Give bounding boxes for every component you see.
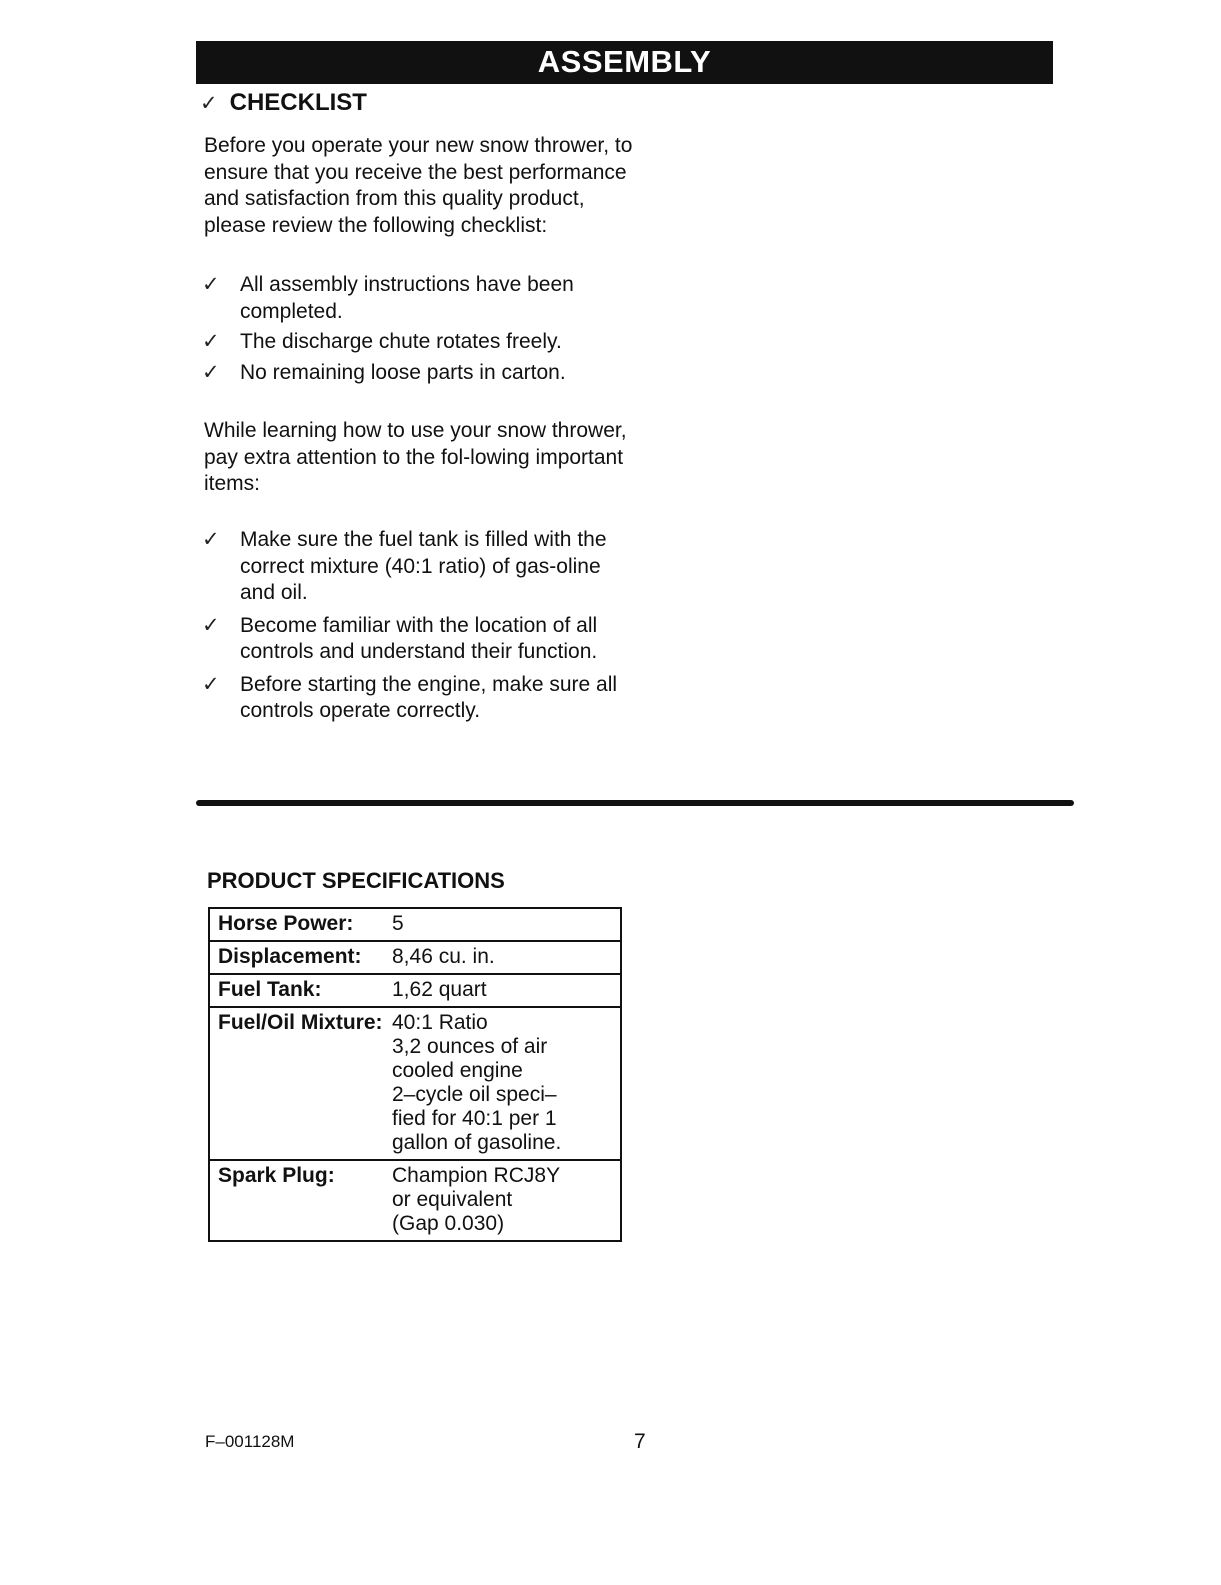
spec-value-line: 5	[392, 912, 404, 935]
spec-value-line: 8,46 cu. in.	[392, 945, 495, 968]
table-row	[209, 908, 621, 941]
list-item-text: All assembly instructions have been completed.	[240, 273, 574, 323]
checklist-items	[200, 272, 630, 386]
spec-value	[388, 974, 621, 1007]
list-item	[200, 360, 630, 387]
spec-value	[388, 941, 621, 974]
page-number: 7	[634, 1430, 646, 1453]
spec-value-line: gallon of gasoline.	[392, 1131, 562, 1154]
spec-value-line: 1,62 quart	[392, 978, 487, 1001]
spec-label: Fuel/Oil Mixture:	[209, 1007, 388, 1160]
section-title: ASSEMBLY	[537, 44, 712, 79]
learning-intro: While learning how to use your snow thrower, pay extra attention to the fol-lowing important items:	[204, 419, 627, 495]
spec-label: Displacement:	[209, 941, 388, 974]
list-item-text: Become familiar with the location of all controls and understand their function.	[240, 613, 598, 663]
list-item	[200, 527, 630, 607]
checkmark-icon: ✓	[202, 273, 220, 296]
spec-label: Spark Plug:	[209, 1160, 388, 1241]
list-item	[200, 672, 630, 725]
list-item	[200, 272, 630, 325]
list-item	[200, 613, 630, 666]
table-row	[209, 941, 621, 974]
spec-value-line: (Gap 0.030)	[392, 1212, 505, 1235]
checkmark-icon: ✓	[202, 613, 220, 637]
checkmark-icon: ✓	[202, 528, 220, 551]
checkmark-icon: ✓	[202, 360, 220, 384]
list-item-text: Before starting the engine, make sure all controls operate correctly.	[240, 672, 618, 722]
spec-label: Horse Power:	[209, 908, 388, 941]
learning-items	[200, 527, 630, 725]
list-item-text: Make sure the fuel tank is filled with the correct mixture (40:1 ratio) of gas-oline and oil.	[240, 528, 607, 604]
section-divider	[196, 800, 1074, 806]
checkmark-icon: ✓	[200, 92, 218, 115]
table-row	[209, 1160, 621, 1241]
spec-value-line: 2–cycle oil speci–	[392, 1083, 557, 1106]
checkmark-icon: ✓	[202, 330, 220, 353]
checklist-heading-text: CHECKLIST	[229, 89, 367, 116]
checkmark-icon: ✓	[202, 672, 220, 696]
checklist-heading	[200, 88, 367, 119]
spec-value-line: cooled engine	[392, 1059, 523, 1082]
checklist-intro: Before you operate your new snow thrower, to ensure that you receive the best performance and satisfaction from this quality product, please review the following checklist:	[204, 134, 633, 237]
list-item-text: The discharge chute rotates freely.	[240, 330, 562, 353]
table-row	[209, 1007, 621, 1160]
list-item-text: No remaining loose parts in carton.	[240, 360, 566, 384]
spec-value-line: 40:1 Ratio	[392, 1011, 488, 1034]
list-item	[200, 329, 630, 356]
spec-value-line: fied for 40:1 per 1	[392, 1107, 557, 1130]
table-row	[209, 974, 621, 1007]
specifications-table	[208, 907, 622, 1242]
spec-value-line: or equivalent	[392, 1188, 513, 1211]
specifications-heading: PRODUCT SPECIFICATIONS	[207, 868, 505, 893]
spec-value-line: Champion RCJ8Y	[392, 1164, 561, 1187]
spec-value-line: 3,2 ounces of air	[392, 1035, 548, 1058]
spec-value	[388, 908, 621, 941]
document-code: F–001128M	[205, 1432, 295, 1451]
spec-label: Fuel Tank:	[209, 974, 388, 1007]
section-header-bar	[196, 41, 1053, 84]
spec-value	[388, 1007, 621, 1160]
spec-value	[388, 1160, 621, 1241]
